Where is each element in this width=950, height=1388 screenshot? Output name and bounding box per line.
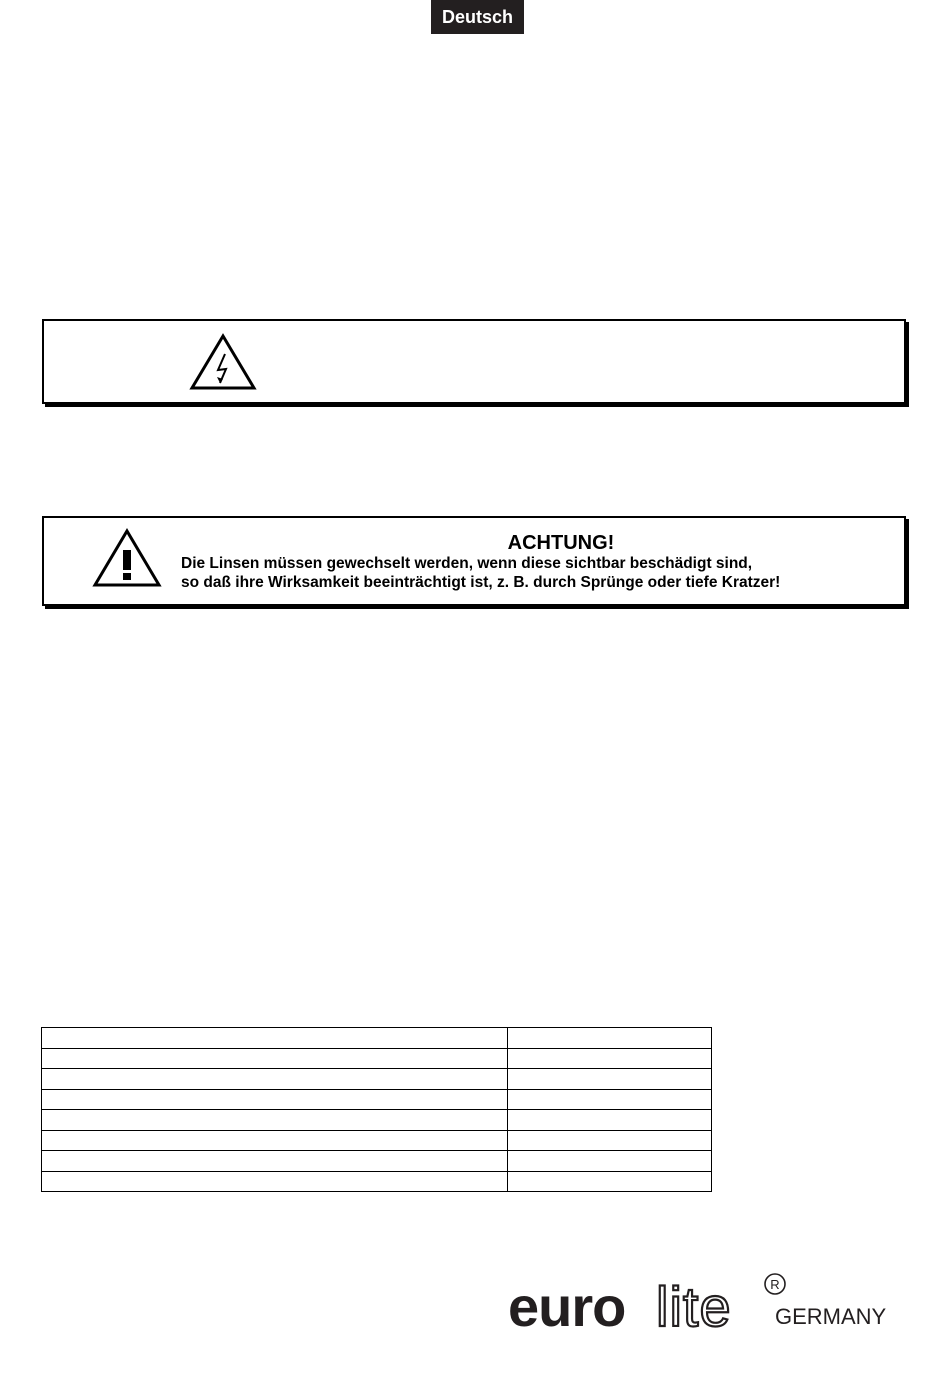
table-cell: [508, 1048, 712, 1069]
table-row: [42, 1171, 712, 1192]
caution-box: [42, 516, 906, 606]
table-cell: [508, 1110, 712, 1131]
eurolite-logo: [508, 1268, 908, 1338]
logo-suffix: GERMANY: [775, 1304, 887, 1329]
caution-line-1: Die Linsen müssen gewechselt werden, wenn diese sichtbar beschädigt sind,: [181, 555, 753, 572]
table-row: [42, 1028, 712, 1049]
caution-line-2: so daß ihre Wirksamkeit beeinträchtigt ist, z. B. durch Sprünge oder tiefe Kratzer!: [181, 574, 781, 591]
table-row: [42, 1130, 712, 1151]
table-row: [42, 1089, 712, 1110]
table-cell: [508, 1151, 712, 1172]
table-cell: [42, 1110, 508, 1131]
table-cell: [508, 1089, 712, 1110]
table-cell: [508, 1028, 712, 1049]
table-row: [42, 1069, 712, 1090]
table-cell: [42, 1171, 508, 1192]
logo-registered: R: [770, 1277, 780, 1292]
spec-table: [41, 1027, 712, 1192]
table-row: [42, 1048, 712, 1069]
electrical-hazard-box: [42, 319, 906, 404]
table-cell: [42, 1151, 508, 1172]
table-cell: [508, 1130, 712, 1151]
table-cell: [508, 1171, 712, 1192]
exclamation-warning-icon: [92, 528, 162, 588]
caution-title: ACHTUNG!: [507, 532, 615, 554]
language-tab: Deutsch: [431, 0, 524, 34]
table-cell: [508, 1069, 712, 1090]
electrical-hazard-icon: [189, 333, 257, 391]
table-cell: [42, 1130, 508, 1151]
logo-brand-outline: lite: [656, 1275, 732, 1338]
table-row: [42, 1110, 712, 1131]
table-cell: [42, 1048, 508, 1069]
table-cell: [42, 1089, 508, 1110]
table-cell: [42, 1028, 508, 1049]
logo-brand-bold: euro: [508, 1275, 626, 1338]
caution-text-block: [181, 532, 901, 592]
table-cell: [42, 1069, 508, 1090]
table-row: [42, 1151, 712, 1172]
